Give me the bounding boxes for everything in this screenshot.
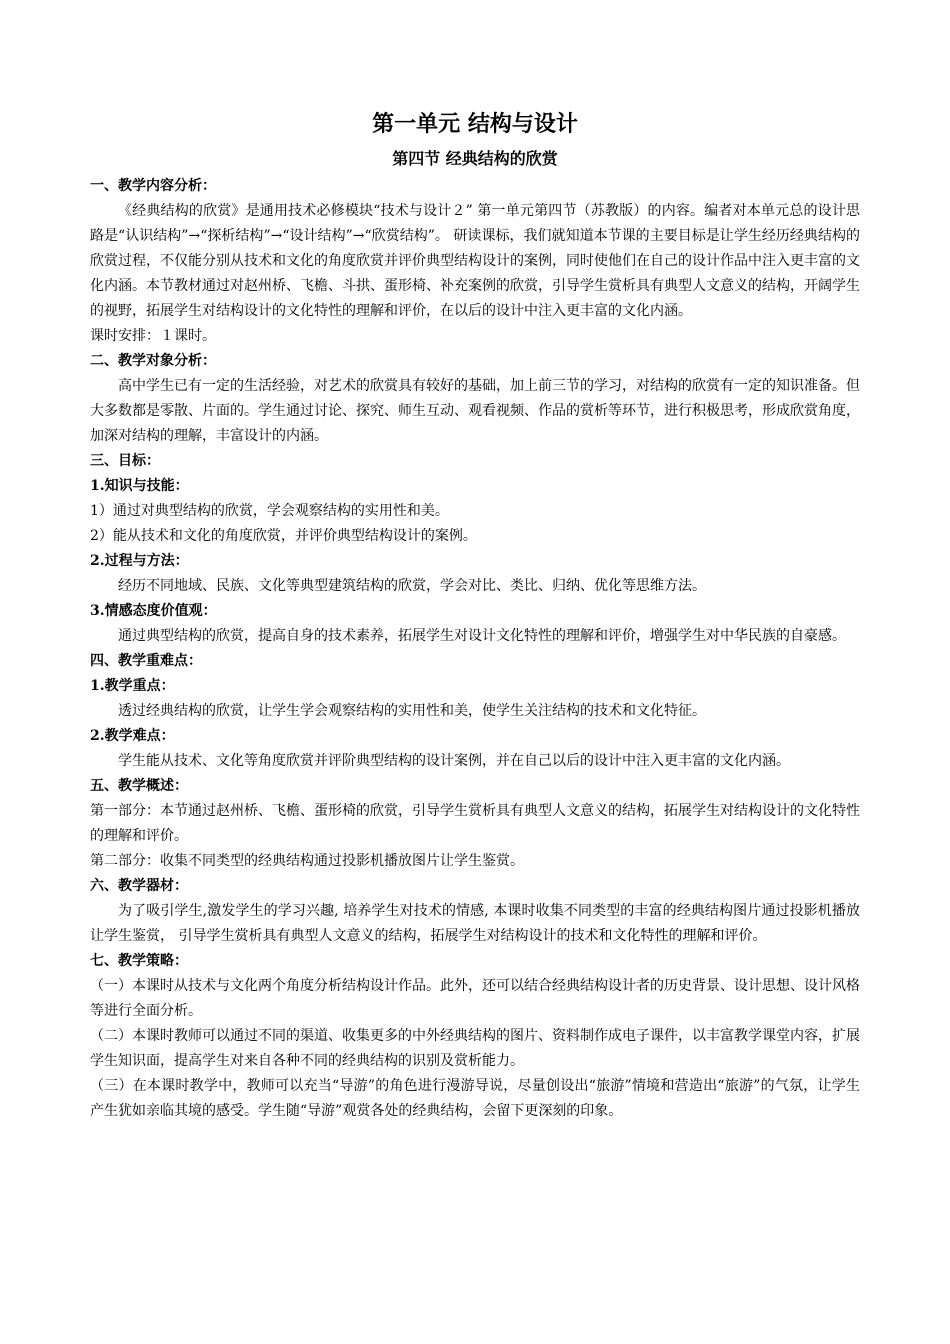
subsection-heading: 1.教学重点： xyxy=(90,678,175,694)
subsection-heading: 1.知识与技能： xyxy=(90,478,189,494)
paragraph: 第一部分：本节通过赵州桥、飞檐、蛋形椅的欣赏，引导学生赏析具有典型人文意义的结构，拓展学生对结构设计的文化特性的理解和评价。 xyxy=(90,803,860,844)
paragraph: 《经典结构的欣赏》是通用技术必修模块“技术与设计２” 第一单元第四节（苏教版）的内容。编者对本单元总的设计思路是“认识结构”→“探析结构”→“设计结构”→“欣赏结构”。 研读课标，我们就知道本节课的主要目标是让学生经历经典结构的欣赏过程，不仅能分别从技术和文化的角度欣赏并评价典型结构设计的案例，同时使他们在自己的设计作品中注入更丰富的文化内涵。本节教材通过对赵州桥、飞檐、斗拱、蛋形椅、补充案例的欣赏，引导学生赏析具有典型人文意义的结构，开阔学生的视野，拓展学生对结构设计的文化特性的理解和评价，在以后的设计中注入更丰富的文化内涵。 xyxy=(90,203,860,319)
paragraph: 学生能从技术、文化等角度欣赏并评阶典型结构的设计案例，并在自己以后的设计中注入更丰富的文化内涵。 xyxy=(118,753,790,769)
section-heading: 四、教学重难点： xyxy=(90,653,202,669)
paragraph: 2）能从技术和文化的角度欣赏，并评价典型结构设计的案例。 xyxy=(90,528,477,544)
paragraph: 第二部分：收集不同类型的经典结构通过投影机播放图片让学生鉴赏。 xyxy=(90,853,524,869)
document-subtitle: 第四节 经典结构的欣赏 xyxy=(392,149,558,168)
section-heading: 一、教学内容分析： xyxy=(90,178,216,194)
subsection-heading: 2.过程与方法： xyxy=(90,553,189,569)
document-page xyxy=(90,106,860,1124)
paragraph: 1）通过对典型结构的欣赏，学会观察结构的实用性和美。 xyxy=(90,503,449,519)
paragraph: （一）本课时从技术与文化两个角度分析结构设计作品。此外，还可以结合经典结构设计者的历史背景、设计思想、设计风格等进行全面分析。 xyxy=(90,978,860,1019)
paragraph: 为了吸引学生,激发学生的学习兴趣, 培养学生对技术的情感, 本课时收集不同类型的丰富的经典结构图片通过投影机播放让学生鉴赏， 引导学生赏析具有典型人文意义的结构，拓展学生对结构设计的技术和文化特性的理解和评价。 xyxy=(90,903,860,944)
subsection-heading: 3.情感态度价值观： xyxy=(90,603,217,619)
paragraph: 高中学生已有一定的生活经验，对艺术的欣赏具有较好的基础，加上前三节的学习，对结构的欣赏有一定的知识准备。但大多数都是零散、片面的。学生通过讨论、探究、师生互动、观看视频、作品的赏析等环节，进行积极思考，形成欣赏角度，加深对结构的理解，丰富设计的内涵。 xyxy=(90,378,860,444)
paragraph: 透过经典结构的欣赏，让学生学会观察结构的实用性和美，使学生关注结构的技术和文化特征。 xyxy=(118,703,706,719)
section-heading: 二、教学对象分析： xyxy=(90,353,216,369)
section-heading: 六、教学器材： xyxy=(90,878,188,894)
section-heading: 五、教学概述： xyxy=(90,778,188,794)
section-heading: 三、目标： xyxy=(90,453,160,469)
document-title: 第一单元 结构与设计 xyxy=(372,111,578,137)
subsection-heading: 2.教学难点： xyxy=(90,728,175,744)
section-heading: 七、教学策略： xyxy=(90,953,188,969)
paragraph: （三）在本课时教学中，教师可以充当“导游”的角色进行漫游导说，尽量创设出“旅游”情境和营造出“旅游”的气氛，让学生产生犹如亲临其境的感受。学生随“导游”观赏各处的经典结构，会留下更深刻的印象。 xyxy=(90,1078,860,1119)
paragraph: 通过典型结构的欣赏，提高自身的技术素养，拓展学生对设计文化特性的理解和评价，增强学生对中华民族的自豪感。 xyxy=(118,628,846,644)
paragraph: （二）本课时教师可以通过不同的渠道、收集更多的中外经典结构的图片、资料制作成电子课件，以丰富教学课堂内容，扩展学生知识面，提高学生对来自各种不同的经典结构的识别及赏析能力。 xyxy=(90,1028,860,1069)
paragraph: 经历不同地域、民族、文化等典型建筑结构的欣赏，学会对比、类比、归纳、优化等思维方法。 xyxy=(118,578,706,594)
paragraph: 课时安排：１课时。 xyxy=(90,328,216,344)
